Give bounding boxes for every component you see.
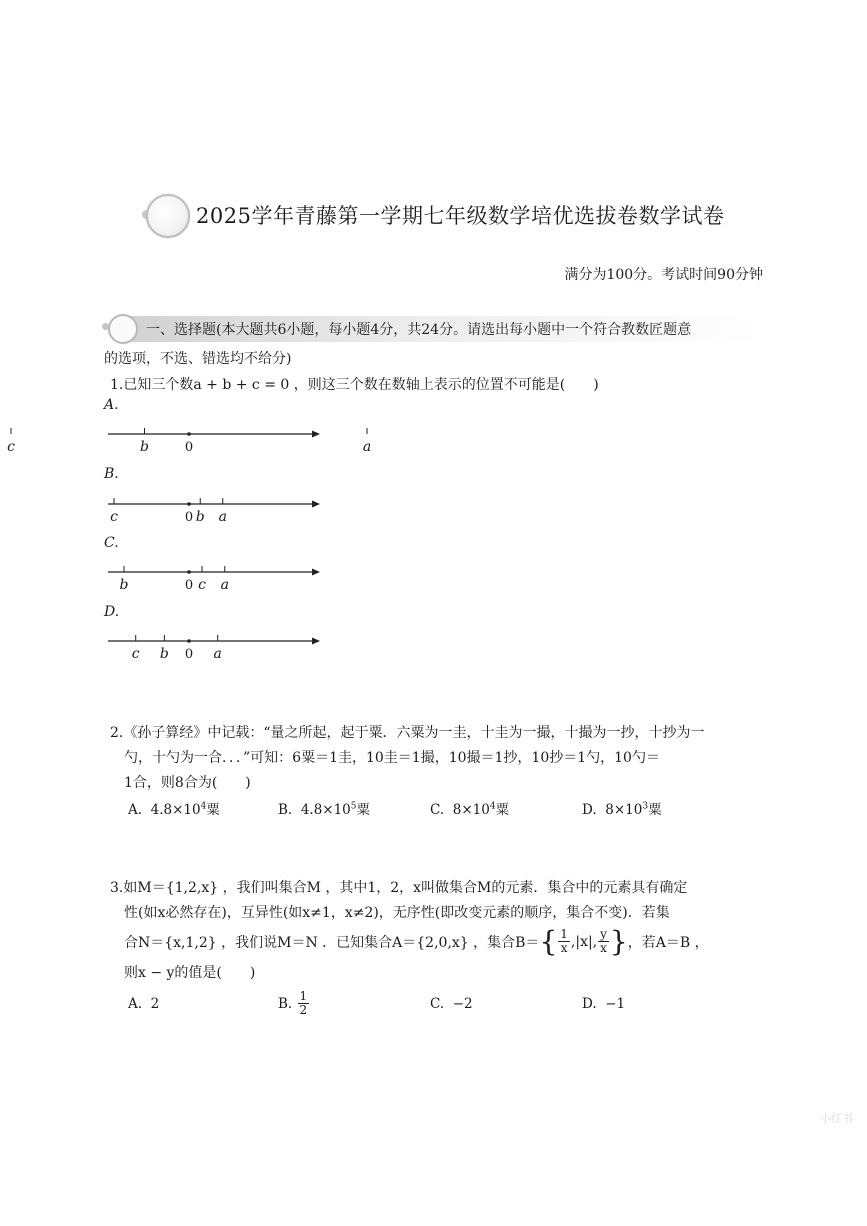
tick-label-c: c: [7, 439, 15, 455]
number-line-arrow: [312, 569, 320, 576]
q2-option-b-label: B.: [278, 802, 293, 818]
set-b-open-brace: {: [539, 925, 558, 958]
q2-option-a-base: 4.8×10: [150, 802, 201, 818]
q2-option-a-unit: 粟: [206, 802, 220, 818]
number-line-arrow: [312, 638, 320, 645]
tick-label-b: b: [195, 509, 205, 525]
tick-label-b: b: [159, 646, 169, 662]
q2-option-a-exp: 4: [200, 801, 207, 812]
origin-point: [187, 570, 191, 574]
tick-label-zero: 0: [184, 578, 194, 593]
q3-option-a: [128, 996, 159, 1012]
q1-option-c-label: C.: [104, 535, 119, 551]
set-b-f2-den: x: [600, 941, 607, 955]
q3-option-b-num: 1: [299, 989, 308, 1003]
set-b-f1-num: 1: [560, 927, 568, 941]
q2-option-c-base: 8×10: [452, 802, 490, 818]
q2-option-b-exp: 5: [350, 801, 357, 812]
q2-option-b: [278, 798, 370, 818]
tick-label-a: a: [218, 509, 227, 525]
title-circle-decoration: [146, 194, 190, 238]
q3-option-d: [582, 996, 625, 1012]
q3-option-a-label: A.: [128, 996, 143, 1012]
origin-point: [187, 639, 191, 643]
q2-option-c: [430, 798, 509, 818]
tick-label-a: a: [362, 439, 372, 455]
q3-option-d-label: D.: [582, 996, 597, 1012]
q2-option-c-label: C.: [430, 802, 445, 818]
tick-label-a: a: [213, 646, 222, 662]
q3-option-b: [278, 990, 310, 1017]
page-title: 2025学年青藤第一学期七年级数学培优选拔卷数学试卷: [196, 204, 725, 228]
q3-option-c-label: C.: [430, 996, 445, 1012]
q3-option-c-value: −2: [452, 996, 473, 1012]
q1-option-c-number-line: [100, 558, 330, 598]
q3-option-b-fraction: [298, 990, 310, 1017]
set-b-f2-num: y: [600, 927, 607, 941]
q3-option-d-value: −1: [605, 996, 626, 1012]
q2-option-d-unit: 粟: [648, 802, 662, 818]
q1-option-d-label: D.: [104, 604, 120, 620]
q1-option-d-number-line: [100, 627, 330, 667]
q2-option-d-exp: 3: [642, 801, 649, 812]
q2-option-c-exp: 4: [489, 801, 496, 812]
tick-label-b: b: [119, 577, 129, 593]
q2-option-d-label: D.: [582, 802, 597, 818]
watermark: 小红书: [820, 1112, 853, 1125]
set-b-fraction-2: [598, 928, 609, 955]
q2-option-b-unit: 粟: [356, 802, 371, 818]
q2-option-a: [128, 798, 220, 818]
set-b-fraction-1: [558, 928, 570, 955]
q3-option-b-label: B.: [278, 995, 293, 1012]
q3-option-b-den: 2: [299, 1003, 308, 1017]
tick-label-a: a: [220, 577, 229, 593]
set-b-close-brace: }: [609, 925, 628, 958]
question-2-line-2: 勺，十勺为一合．．．”可知：6粟＝1圭，10圭＝1撮，10撮＝1抄，10抄＝1勺，10勺＝: [124, 750, 660, 766]
number-line-arrow: [312, 501, 320, 508]
tick-label-b: b: [140, 439, 149, 455]
q3-line-3-text: 合N＝{x,1,2} ，我们说M＝N ．已知集合A＝{2,0,x} ，集合B＝: [124, 934, 540, 951]
set-b-middle: ,|x|,: [570, 933, 598, 950]
exam-meta: 满分为100分。考试时间90分钟: [564, 267, 763, 283]
question-2-line-1: 2.《孙子算经》中记载：“量之所起，起于粟．六粟为一圭，十圭为一撮，十撮为一抄，十抄为一: [110, 725, 705, 741]
tick-label-zero: 0: [184, 510, 194, 525]
q3-line-3-tail: ，若A＝B ，: [627, 934, 709, 951]
question-3-line-4: 则x − y的值是( ): [124, 965, 256, 981]
q2-option-d-base: 8×10: [605, 802, 643, 818]
origin-point: [187, 502, 191, 506]
q2-option-d: [582, 798, 662, 818]
q3-option-c: [430, 996, 473, 1012]
question-3-line-2: 性(如x必然存在)，互异性(如x≠1，x≠2)，无序性(即改变元素的顺序，集合不变)．若集: [124, 905, 670, 921]
q1-option-b-number-line: [100, 490, 330, 530]
question-3-line-3: [124, 925, 709, 958]
tick-label-c: c: [198, 577, 206, 593]
number-line-arrow: [312, 431, 320, 438]
q3-option-a-value: 2: [150, 996, 160, 1012]
question-3-line-1: 3.如M＝{1,2,x} ，我们叫集合M ，其中1，2，x叫做集合M的元素．集合中的元素具有确定: [110, 880, 688, 896]
q1-option-a-number-line: [7, 420, 372, 460]
section-heading: 一、选择题(本大题共6小题，每小题4分，共24分。请选出每小题中一个符合教数匠题意: [146, 322, 692, 338]
tick-label-zero: 0: [184, 647, 194, 662]
section-circle-decoration: [108, 314, 138, 344]
tick-label-c: c: [131, 646, 140, 662]
q2-option-c-unit: 粟: [495, 802, 510, 818]
q2-option-a-label: A.: [128, 802, 143, 818]
q1-option-b-label: B.: [104, 466, 119, 482]
section-heading-cont: 的选项，不选、错选均不给分): [104, 351, 292, 367]
origin-point: [187, 432, 191, 436]
question-2-line-3: 1合，则8合为( ): [124, 775, 251, 791]
tick-label-c: c: [110, 509, 118, 525]
tick-label-zero: 0: [184, 440, 194, 455]
q1-option-a-label: A.: [104, 397, 119, 413]
question-1-stem: 1.已知三个数a + b + c = 0 ，则这三个数在数轴上表示的位置不可能是( ): [110, 377, 599, 393]
q2-option-b-base: 4.8×10: [300, 802, 351, 818]
set-b-f1-den: x: [560, 941, 568, 955]
